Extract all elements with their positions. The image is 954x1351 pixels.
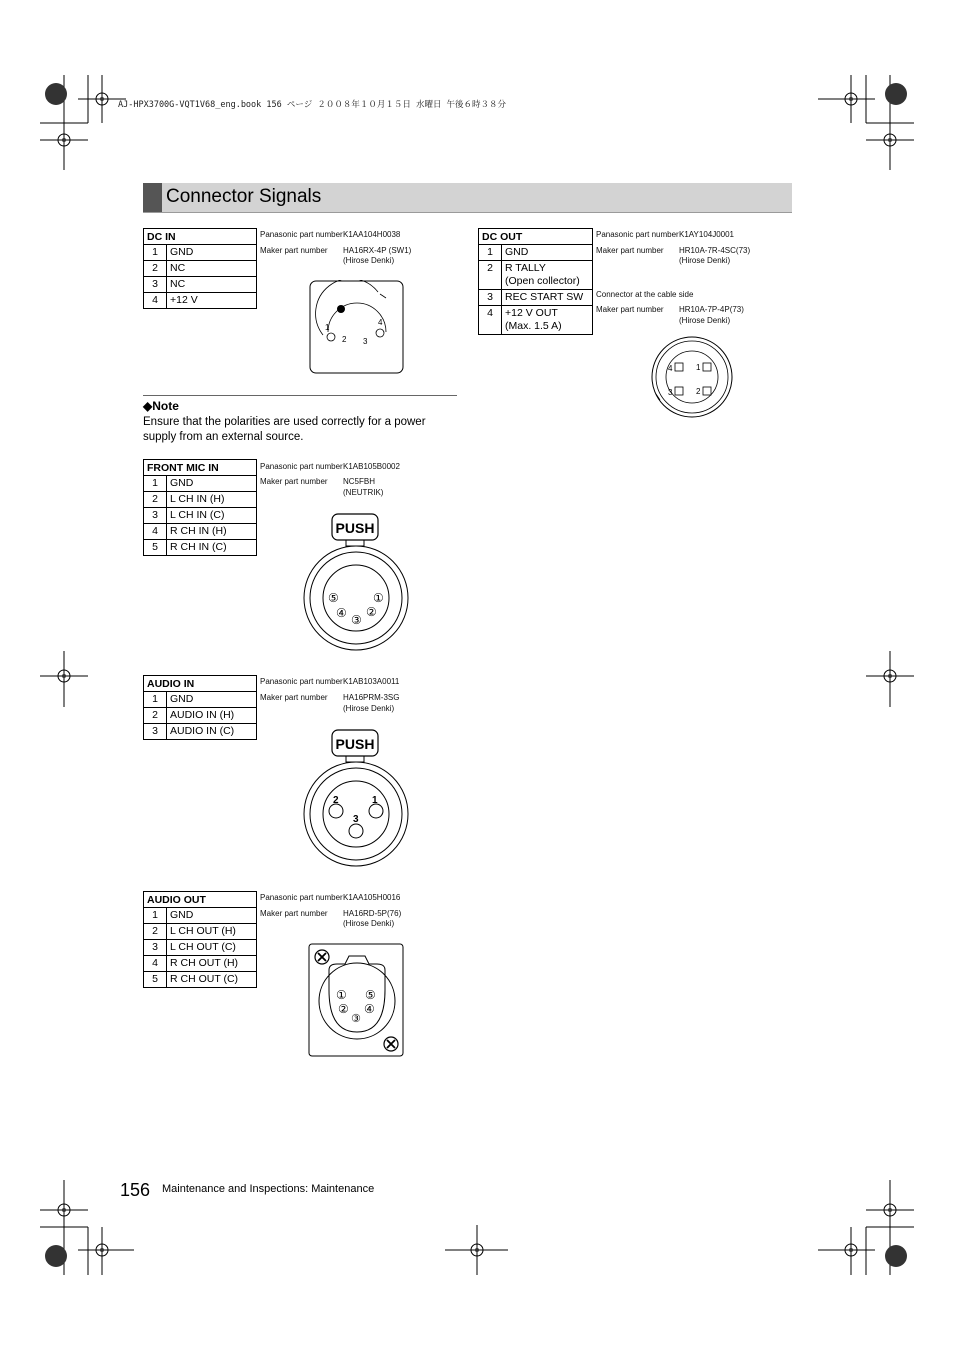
pin-number: 3 [144, 508, 167, 524]
pin-label: ⑤ [328, 591, 339, 605]
audio-out-table [143, 891, 257, 988]
table-row [144, 245, 257, 261]
pin-label: ② [338, 1002, 349, 1016]
page-number: 156 [120, 1180, 151, 1200]
pin-number: 1 [144, 692, 167, 708]
table-row [144, 476, 257, 492]
table-row [144, 940, 257, 956]
maker-part-label: Maker part number [260, 693, 328, 702]
pin-signal: +12 V [167, 293, 257, 309]
panasonic-part-label: Panasonic part number [596, 230, 679, 239]
panasonic-part-label: Panasonic part number [260, 677, 343, 686]
pin-label: ④ [364, 1002, 375, 1016]
pin-number: 4 [144, 293, 167, 309]
pin-signal: GND [502, 245, 593, 261]
dc-in-connector-diagram [308, 280, 406, 376]
pin-signal-line: R TALLY [505, 262, 546, 274]
pin-signal: L CH OUT (H) [167, 924, 257, 940]
table-row [144, 908, 257, 924]
pin-signal: GND [167, 476, 257, 492]
table-row [144, 540, 257, 556]
pin-label: 2 [696, 387, 701, 396]
push-label: PUSH [335, 520, 375, 536]
pin-number: 5 [144, 540, 167, 556]
maker-part-label: Maker part number [260, 246, 328, 255]
dc-out-connector-diagram [648, 336, 738, 420]
pin-label: ④ [336, 606, 347, 620]
audio-out-header: AUDIO OUT [144, 892, 257, 908]
table-row [144, 972, 257, 988]
pin-label: 1 [325, 323, 330, 332]
table-row [144, 508, 257, 524]
pin-number: 2 [479, 261, 502, 290]
pin-number: 1 [479, 245, 502, 261]
maker-part-label: Maker part number [596, 305, 664, 314]
note-divider [143, 395, 457, 396]
pin-signal-line: (Max. 1.5 A) [505, 320, 562, 332]
pin-number: 3 [144, 277, 167, 293]
pin-number: 4 [144, 956, 167, 972]
maker-name: (Hirose Denki) [343, 919, 395, 928]
audio-in-header: AUDIO IN [144, 676, 257, 692]
panasonic-part-value: K1AB105B0002 [343, 462, 400, 471]
pin-signal-line: (Open collector) [505, 275, 580, 287]
maker-part-value: HA16PRM-3SG [343, 693, 400, 702]
maker-part-value: HR10A-7R-4SC(73) [679, 246, 751, 255]
pin-number: 2 [144, 261, 167, 277]
dc-in-header: DC IN [144, 229, 257, 245]
table-row [479, 290, 593, 306]
panasonic-part-label: Panasonic part number [260, 893, 343, 902]
maker-name: (Hirose Denki) [343, 704, 395, 713]
pin-signal: GND [167, 245, 257, 261]
pin-signal: R CH OUT (H) [167, 956, 257, 972]
pin-signal: L CH IN (C) [167, 508, 257, 524]
panasonic-part-label: Panasonic part number [260, 230, 343, 239]
pin-label: 1 [696, 363, 701, 372]
cable-side-label: Connector at the cable side [596, 290, 694, 299]
maker-part-label: Maker part number [596, 246, 664, 255]
pin-signal: NC [167, 261, 257, 277]
pin-number: 1 [144, 476, 167, 492]
maker-part-value: NC5FBH [343, 477, 376, 486]
maker-part-label: Maker part number [260, 909, 328, 918]
maker-name: (Hirose Denki) [679, 316, 731, 325]
maker-part-value: HA16RX-4P (SW1) [343, 246, 412, 255]
pin-signal: NC [167, 277, 257, 293]
pin-number: 2 [144, 492, 167, 508]
screw-icon [315, 950, 329, 964]
pin-signal: L CH IN (H) [167, 492, 257, 508]
pin-number: 2 [144, 708, 167, 724]
screw-icon [384, 1037, 398, 1051]
pin-number: 1 [144, 245, 167, 261]
pin-label: 4 [668, 364, 673, 373]
pin-label: ① [336, 988, 347, 1002]
dc-out-header: DC OUT [479, 229, 593, 245]
pin-number: 5 [144, 972, 167, 988]
maker-part-value: HR10A-7P-4P(73) [679, 305, 744, 314]
table-row [144, 956, 257, 972]
table-row [144, 492, 257, 508]
table-row [144, 724, 257, 740]
pin-signal: L CH OUT (C) [167, 940, 257, 956]
audio-out-connector-diagram [307, 942, 407, 1060]
audio-in-table [143, 675, 257, 740]
footer-section: Maintenance and Inspections: Maintenance [162, 1183, 375, 1195]
pin-number: 3 [144, 724, 167, 740]
note-text: Ensure that the polarities are used correctly for a power supply from an external source. [143, 416, 426, 443]
front-mic-in-connector-diagram [298, 510, 414, 652]
pin-number: 1 [144, 908, 167, 924]
panasonic-part-value: K1AA105H0016 [343, 893, 401, 902]
table-row [144, 924, 257, 940]
pin-label: 2 [342, 335, 347, 344]
pin-signal [502, 306, 593, 335]
dc-in-table [143, 228, 257, 309]
pin-label: 4 [378, 318, 383, 327]
pin-number: 3 [479, 290, 502, 306]
table-row [144, 277, 257, 293]
pin-signal: REC START SW [502, 290, 593, 306]
push-label: PUSH [335, 736, 375, 752]
print-header: AJ-HPX3700G-VQT1V68_eng.book 156 ページ ２００８年１０月１５日 水曜日 午後６時３８分 [118, 100, 507, 110]
table-row [144, 524, 257, 540]
maker-name: (Hirose Denki) [679, 256, 731, 265]
pin-label: ③ [351, 613, 362, 627]
maker-part-value: HA16RD-5P(76) [343, 909, 402, 918]
maker-part-label: Maker part number [260, 477, 328, 486]
pin-signal: R CH IN (H) [167, 524, 257, 540]
pin-label: ② [366, 605, 377, 619]
table-row [479, 245, 593, 261]
pin-label: 3 [363, 337, 368, 346]
panasonic-part-value: K1AA104H0038 [343, 230, 401, 239]
pin-label: ③ [351, 1012, 361, 1025]
note-title: ◆Note [143, 399, 179, 413]
pin-label: 2 [333, 795, 339, 806]
section-title-bar [143, 183, 792, 213]
pin-label: ① [373, 591, 384, 605]
maker-name: (Hirose Denki) [343, 256, 395, 265]
table-row [144, 692, 257, 708]
pin-signal [502, 261, 593, 290]
pin-label: 1 [372, 795, 378, 806]
pin-signal: GND [167, 692, 257, 708]
pin-signal: AUDIO IN (C) [167, 724, 257, 740]
pin-number: 4 [479, 306, 502, 335]
maker-name: (NEUTRIK) [343, 488, 384, 497]
panasonic-part-value: K1AB103A0011 [343, 677, 400, 686]
table-row [144, 293, 257, 309]
pin-signal: AUDIO IN (H) [167, 708, 257, 724]
table-row [479, 306, 593, 335]
pin-signal: R CH OUT (C) [167, 972, 257, 988]
panasonic-part-label: Panasonic part number [260, 462, 343, 471]
pin-signal: R CH IN (C) [167, 540, 257, 556]
panasonic-part-value: K1AY104J0001 [679, 230, 735, 239]
pin-label: 3 [353, 814, 359, 825]
pin-label: ⑤ [365, 988, 376, 1002]
pin-number: 3 [144, 940, 167, 956]
front-mic-in-table [143, 459, 257, 556]
pin-number: 4 [144, 524, 167, 540]
pin-label: 3 [668, 388, 673, 397]
section-title: Connector Signals [166, 186, 322, 207]
front-mic-in-header: FRONT MIC IN [144, 460, 257, 476]
pin-signal: GND [167, 908, 257, 924]
audio-in-connector-diagram [298, 726, 414, 868]
table-row [144, 708, 257, 724]
table-row [479, 261, 593, 290]
pin-signal-line: +12 V OUT [505, 307, 558, 319]
table-row [144, 261, 257, 277]
dc-out-table [478, 228, 593, 335]
pin-number: 2 [144, 924, 167, 940]
title-marker [143, 183, 162, 212]
